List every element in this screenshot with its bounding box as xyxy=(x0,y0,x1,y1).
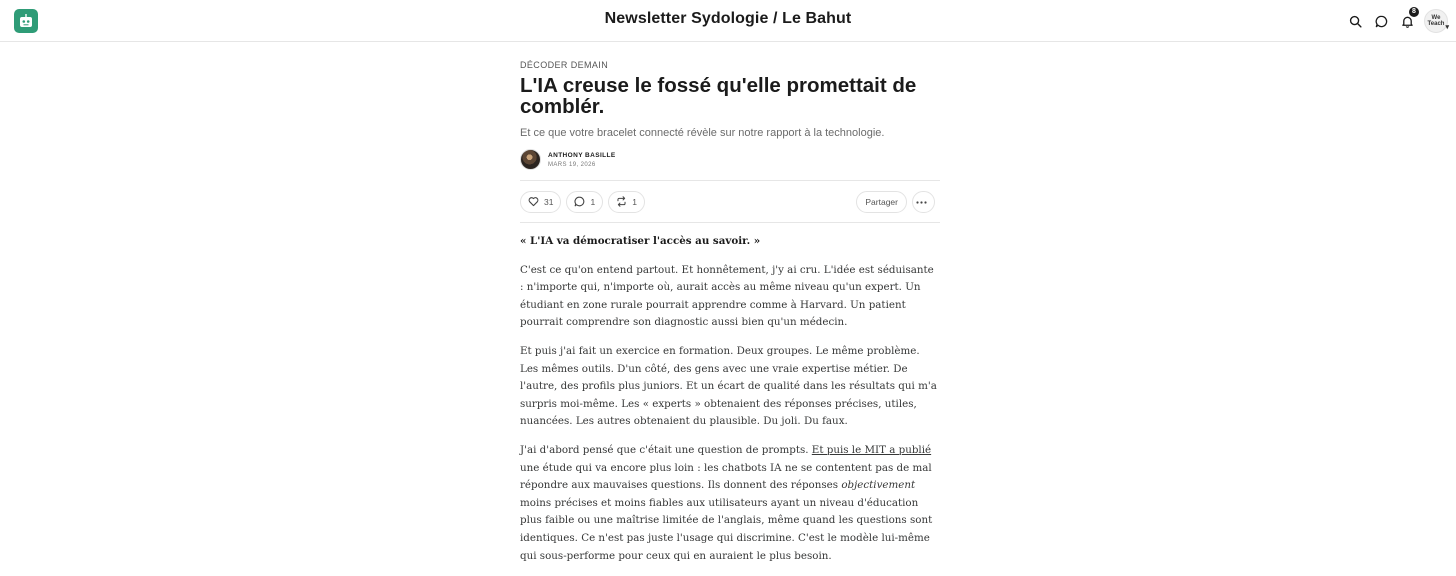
search-button[interactable] xyxy=(1342,8,1368,34)
paragraph-3 xyxy=(520,442,940,565)
notification-badge: 8 xyxy=(1409,7,1419,17)
comment-count: 1 xyxy=(590,196,596,207)
chat-bubble-icon xyxy=(1375,15,1388,28)
like-button[interactable] xyxy=(520,191,561,213)
article-body xyxy=(520,233,940,565)
emphasis-objectivement: objectivement xyxy=(841,479,916,492)
section-label[interactable]: DÉCODER DEMAIN xyxy=(520,60,609,70)
author-avatar[interactable] xyxy=(520,149,541,170)
search-icon xyxy=(1349,15,1362,28)
heart-icon xyxy=(528,196,539,207)
avatar-label: We Teach xyxy=(1427,15,1445,27)
restack-count: 1 xyxy=(632,196,637,207)
share-button[interactable] xyxy=(856,191,907,213)
restack-icon xyxy=(616,196,627,207)
post-date: MARS 19, 2026 xyxy=(548,161,596,168)
author-name[interactable]: ANTHONY BASILLE xyxy=(548,151,616,159)
mit-study-link[interactable]: Et puis le MIT a publié xyxy=(811,443,932,456)
top-bar xyxy=(0,0,1456,42)
user-avatar-menu[interactable] xyxy=(1424,9,1448,33)
more-options-button[interactable] xyxy=(912,191,935,213)
paragraph-3-text-middle: une étude qui va encore plus loin : les chatbots IA ne se contentent pas de mal répondre aux mauvaises questions. Ils donnent des réponses xyxy=(520,461,932,492)
chevron-down-icon: ▾ xyxy=(1445,24,1449,31)
article-subtitle: Et ce que votre bracelet connecté révèle sur notre rapport à la technologie. xyxy=(520,127,885,139)
paragraph-3-text-end: moins précises et moins fiables aux utilisateurs ayant un niveau d'éducation plus faible ou une maîtrise limitée de l'anglais, même quand les questions sont identiques. Ce n'est pas juste l'usage qui discrimine. C'est le modèle lui-même qui sous-performe pour ceux qui en auraient le plus besoin. xyxy=(520,496,933,562)
author-meta xyxy=(548,152,616,168)
article-headline: L'IA creuse le fossé qu'elle promettait de comblér. xyxy=(520,74,917,118)
comment-icon xyxy=(574,196,585,207)
byline xyxy=(520,149,940,170)
notifications-button[interactable] xyxy=(1394,8,1420,34)
paragraph-3-text-start: J'ai d'abord pensé que c'était une question de prompts. xyxy=(520,443,812,456)
share-label: Partager xyxy=(865,197,898,207)
top-icons xyxy=(1342,8,1448,34)
ellipsis-icon xyxy=(916,201,927,204)
lead-quote: « L'IA va démocratiser l'accès au savoir. » xyxy=(520,235,761,247)
site-title[interactable]: Newsletter Sydologie / Le Bahut xyxy=(604,10,852,27)
paragraph-1: C'est ce qu'on entend partout. Et honnêtement, j'y ai cru. L'idée est séduisante : n'importe qui, n'importe où, aurait accès au même niveau qu'un expert. Un étudiant en zone rurale pourrait apprendre comme à Harvard. Un patient pourrait comprendre son diagnostic aussi bien qu'un médecin. xyxy=(520,263,934,329)
article xyxy=(520,60,940,576)
action-bar xyxy=(520,180,940,223)
restack-button[interactable] xyxy=(608,191,645,213)
chat-button[interactable] xyxy=(1368,8,1394,34)
comment-button[interactable] xyxy=(566,191,603,213)
like-count: 31 xyxy=(544,196,554,207)
paragraph-2: Et puis j'ai fait un exercice en formation. Deux groupes. Le même problème. Les mêmes outils. D'un côté, des gens avec une vraie expertise métier. De l'autre, des profils plus juniors. Et un écart de qualité dans les résultats qui m'a surpris moi-même. Les « experts » obtenaient des réponses précises, utiles, nuancées. Les autres obtenaient du plausible. Du joli. Du faux. xyxy=(520,344,937,428)
